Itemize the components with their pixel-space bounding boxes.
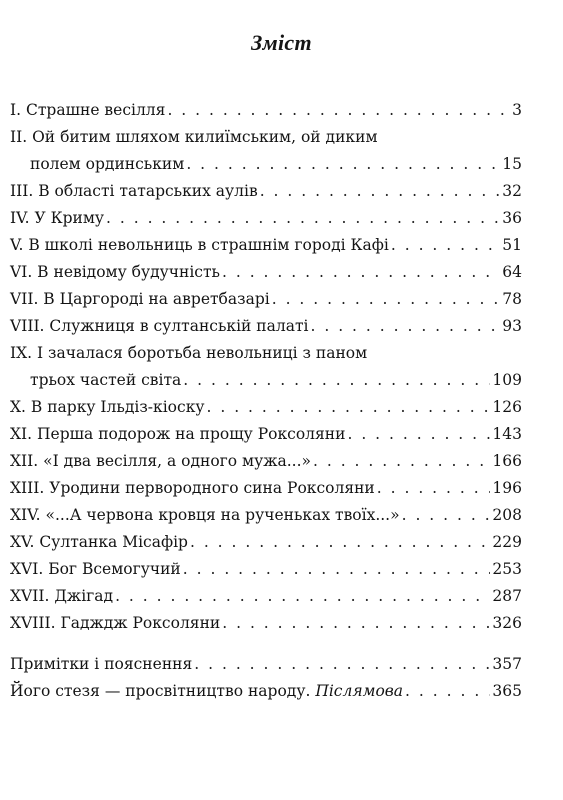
leader-dots (106, 205, 500, 232)
leader-dots (167, 97, 510, 124)
toc-entry (10, 205, 522, 232)
toc-entry (10, 313, 522, 340)
toc-entry (10, 367, 522, 394)
entry-title: VI. В невідому будучність (10, 263, 220, 281)
leader-dots (190, 529, 490, 556)
entry-title: IV. У Криму (10, 209, 105, 227)
leader-dots (347, 421, 490, 448)
entry-page: 208 (492, 506, 522, 524)
toc-entry (10, 502, 522, 529)
entry-title: XVIII. Гадждж Роксоляни (10, 614, 221, 632)
toc-appendix-entry (10, 651, 522, 678)
leader-dots (183, 556, 491, 583)
entry-title: V. В школі невольниць в страшнім городі Кафі (10, 236, 389, 254)
entry-title: III. В області татарських аулів (10, 182, 258, 200)
entry-page: 3 (512, 101, 522, 119)
entry-page: 143 (492, 425, 522, 443)
entry-page: 36 (502, 209, 522, 227)
leader-dots (405, 678, 490, 705)
entry-page: 32 (502, 182, 522, 200)
entry-title: XIII. Уродини первородного сина Роксоляни (10, 479, 375, 497)
leader-dots (222, 259, 500, 286)
entry-title: X. В парку Ільдіз-кіоску (10, 398, 205, 416)
leader-dots (207, 394, 491, 421)
entry-page: 357 (492, 655, 522, 673)
entry-title-cont: трьох частей світа (30, 371, 182, 389)
entry-page: 253 (492, 560, 522, 578)
leader-dots (186, 151, 500, 178)
leader-dots (272, 286, 501, 313)
toc-entry (10, 610, 522, 637)
entry-title: XVII. Джігад (10, 587, 114, 605)
leader-dots (222, 610, 490, 637)
entry-title: XV. Султанка Місафір (10, 533, 188, 551)
toc-entry (10, 556, 522, 583)
toc-entry (10, 259, 522, 286)
entry-title: VII. В Царгороді на авретбазарі (10, 290, 270, 308)
appendix-title (10, 678, 403, 705)
entry-page: 93 (502, 317, 522, 335)
appendix-title-text: Його стезя — просвітництво народу. (10, 682, 311, 700)
entry-page: 166 (492, 452, 522, 470)
leader-dots (313, 448, 490, 475)
table-of-contents (10, 97, 522, 705)
leader-dots (260, 178, 501, 205)
entry-page: 51 (502, 236, 522, 254)
leader-dots (115, 583, 490, 610)
entry-title: II. Ой битим шляхом килиїмським, ой диким (10, 128, 378, 146)
leader-dots (377, 475, 491, 502)
entry-page: 326 (492, 614, 522, 632)
entry-title: IX. І зачалася боротьба невольниці з паном (10, 344, 368, 362)
entry-page: 15 (502, 155, 522, 173)
entry-title: XIV. «...А червона кровця на рученьках твоїх...» (10, 506, 400, 524)
leader-dots (402, 502, 491, 529)
page-title: Зміст (251, 30, 312, 55)
entry-title: I. Страшне весілля (10, 101, 166, 119)
toc-entry (10, 286, 522, 313)
toc-entry (10, 448, 522, 475)
toc-entry (10, 232, 522, 259)
toc-entry (10, 178, 522, 205)
entry-page: 229 (492, 533, 522, 551)
entry-title-cont: полем ординським (30, 155, 185, 173)
entry-page: 78 (502, 290, 522, 308)
toc-entry (10, 421, 522, 448)
entry-title: VIII. Служниця в султанській палаті (10, 317, 309, 335)
leader-dots (391, 232, 500, 259)
entry-title: XVI. Бог Всемогучий (10, 560, 181, 578)
leader-dots (183, 367, 490, 394)
toc-entry (10, 475, 522, 502)
toc-entry-line1 (10, 124, 522, 151)
entry-title: XI. Перша подорож на прощу Роксоляни (10, 425, 346, 443)
entry-title: XII. «І два весілля, а одного мужа...» (10, 452, 311, 470)
entry-page: 365 (492, 682, 522, 700)
entry-page: 64 (502, 263, 522, 281)
toc-appendix-entry (10, 678, 522, 705)
leader-dots (311, 313, 501, 340)
toc-entry (10, 529, 522, 556)
appendix-title: Примітки і пояснення (10, 655, 193, 673)
toc-entry-line1 (10, 340, 522, 367)
entry-page: 109 (492, 371, 522, 389)
toc-entry (10, 151, 522, 178)
entry-page: 196 (492, 479, 522, 497)
toc-entry (10, 97, 522, 124)
entry-page: 126 (492, 398, 522, 416)
toc-entry (10, 583, 522, 610)
appendix-title-italic: Післямова (315, 682, 404, 700)
entry-page: 287 (492, 587, 522, 605)
toc-entry (10, 394, 522, 421)
leader-dots (194, 651, 490, 678)
